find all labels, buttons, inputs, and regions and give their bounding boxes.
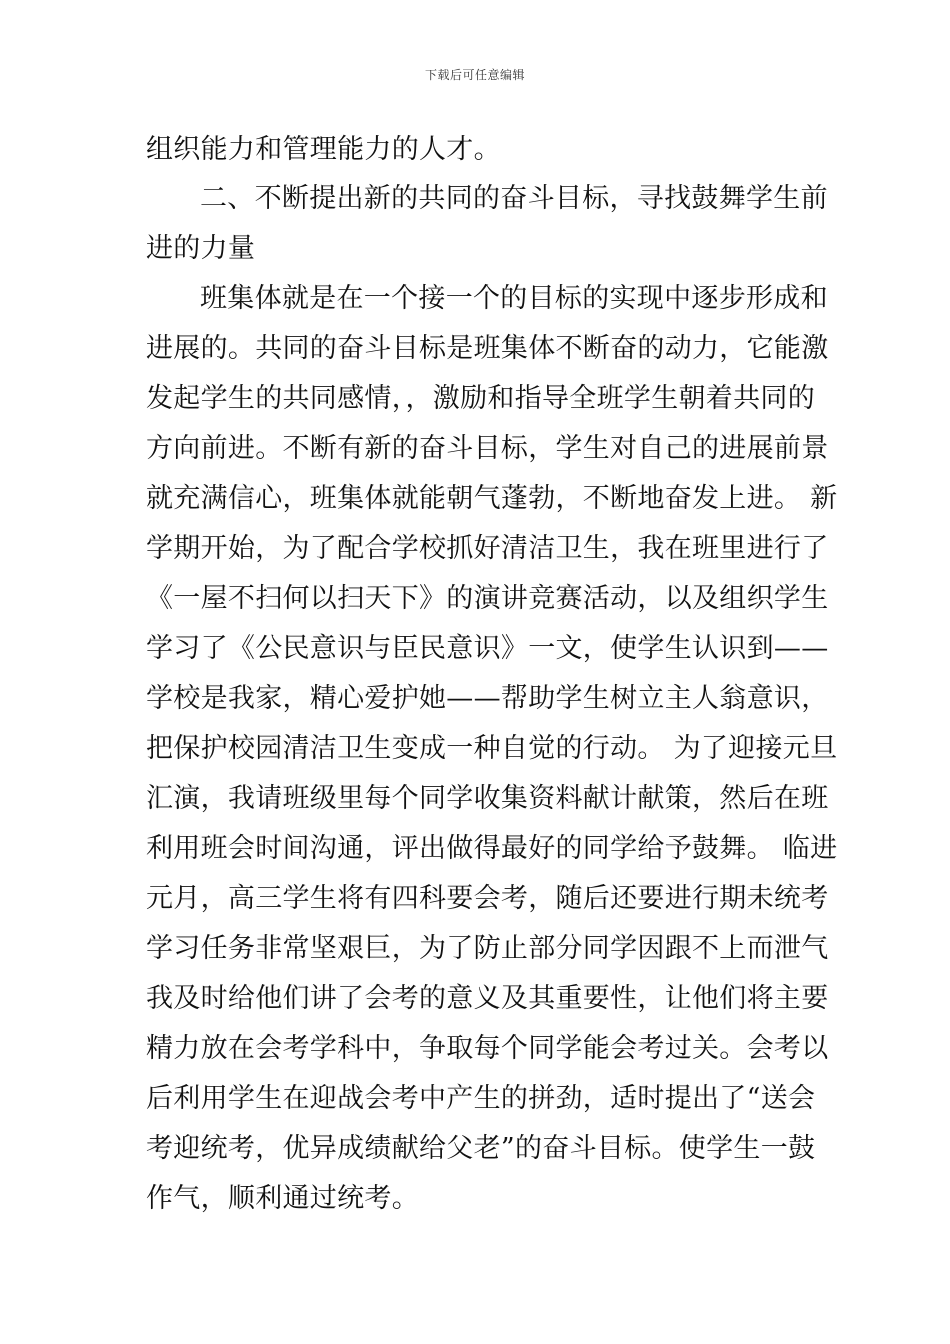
text-line: 精力放在会考学科中，争取每个同学能会考过关。会考以 — [146, 1033, 829, 1064]
text-line: 利用班会时间沟通，评出做得最好的同学给予鼓舞。 临进 — [146, 833, 838, 864]
text-line: 学校是我家，精心爱护她——帮助学生树立主人翁意识， — [146, 683, 829, 714]
text-line: 进展的。共同的奋斗目标是班集体不断奋的动力，它能激 — [146, 333, 829, 364]
text-line: 学期开始，为了配合学校抓好清洁卫生，我在班里进行了 — [146, 533, 829, 564]
text-line: 考迎统考，优异成绩献给父老”的奋斗目标。使学生一鼓 — [146, 1133, 816, 1164]
section-heading-line: 进的力量 — [146, 233, 256, 264]
text-line: 发起学生的共同感情，，激励和指导全班学生朝着共同的 — [146, 383, 815, 414]
text-line: 后利用学生在迎战会考中产生的拼劲，适时提出了“送会 — [146, 1083, 816, 1114]
text-line: 我及时给他们讲了会考的意义及其重要性，让他们将主要 — [146, 983, 829, 1014]
text-line: 学习任务非常坚艰巨，为了防止部分同学因跟不上而泄气 — [146, 933, 829, 964]
page-header-note: 下载后可任意编辑 — [424, 68, 525, 82]
text-line: 元月，高三学生将有四科要会考，随后还要进行期未统考 — [146, 883, 829, 914]
text-line: 组织能力和管理能力的人才。 — [146, 134, 501, 165]
section-heading-line: 二、不断提出新的共同的奋斗目标，寻找鼓舞学生前 — [200, 183, 828, 214]
text-line: 方向前进。不断有新的奋斗目标，学生对自己的进展前景 — [146, 433, 829, 464]
text-line: 《一屋不扫何以扫天下》的演讲竞赛活动，以及组织学生 — [146, 583, 829, 614]
text-line: 把保护校园清洁卫生变成一种自觉的行动。 为了迎接元旦 — [146, 733, 838, 764]
text-line: 学习了《公民意识与臣民意识》一文，使学生认识到—— — [146, 633, 829, 664]
text-line: 汇演，我请班级里每个同学收集资料献计献策，然后在班 — [146, 783, 829, 814]
text-line: 作气，顺利通过统考。 — [146, 1183, 419, 1214]
text-line: 就充满信心，班集体就能朝气蓬勃，不断地奋发上进。 新 — [146, 483, 838, 514]
paragraph-first-line: 班集体就是在一个接一个的目标的实现中逐步形成和 — [200, 283, 828, 314]
